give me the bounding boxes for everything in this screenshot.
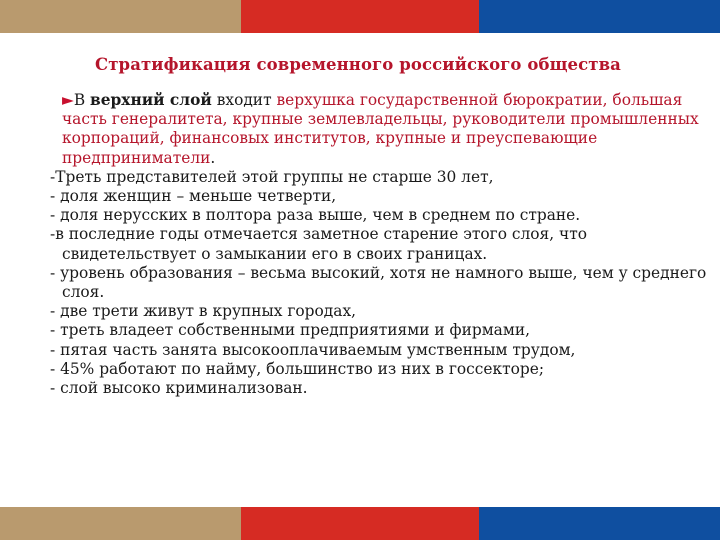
band-segment-red bbox=[241, 507, 479, 540]
band-segment-beige bbox=[0, 507, 241, 540]
band-segment-beige bbox=[0, 0, 241, 33]
intro-end: . bbox=[210, 148, 216, 167]
band-segment-blue bbox=[479, 507, 720, 540]
list-item-text: треть владеет собственными предприятиями и фирмами, bbox=[60, 321, 530, 340]
dash-marker: - bbox=[50, 379, 61, 398]
list-item bbox=[50, 321, 710, 340]
intro-highlight: верхушка государственной бюрократии, большая часть генералитета, крупные землевладельцы, руководители промышленных корпораций, финансовых институтов, крупные и преуспевающие предприниматели bbox=[62, 91, 699, 167]
bullet-list bbox=[50, 168, 710, 398]
list-item bbox=[50, 187, 710, 206]
list-item-text: 45% работают по найму, большинство из них в госсекторе; bbox=[60, 359, 545, 378]
top-color-band bbox=[0, 0, 720, 33]
list-item bbox=[50, 379, 710, 398]
dash-marker: - bbox=[50, 340, 61, 359]
list-item-text: пятая часть занята высокооплачиваемым умственным трудом, bbox=[60, 340, 576, 359]
list-item bbox=[50, 360, 710, 379]
intro-paragraph bbox=[50, 91, 710, 168]
dash-marker: - bbox=[50, 263, 61, 282]
triangle-bullet-icon: ► bbox=[62, 91, 74, 109]
bottom-color-band bbox=[0, 507, 720, 540]
list-item bbox=[50, 206, 710, 225]
list-item bbox=[50, 168, 710, 187]
list-item-text: уровень образования – весьма высокий, хотя не намного выше, чем у среднего слоя. bbox=[60, 263, 707, 302]
intro-verb: входит bbox=[211, 91, 277, 109]
dash-marker: - bbox=[50, 225, 56, 244]
list-item-text: две трети живут в крупных городах, bbox=[60, 302, 357, 321]
band-segment-blue bbox=[479, 0, 720, 33]
dash-marker: - bbox=[50, 187, 61, 206]
dash-marker: - bbox=[50, 359, 61, 378]
list-item bbox=[50, 341, 710, 360]
intro-term: верхний слой bbox=[90, 91, 212, 109]
list-item-text: доля нерусских в полтора раза выше, чем в среднем по стране. bbox=[60, 206, 581, 225]
list-item bbox=[50, 225, 710, 263]
dash-marker: - bbox=[50, 321, 61, 340]
list-item bbox=[50, 302, 710, 321]
list-item-text: в последние годы отмечается заметное старение этого слоя, что свидетельствует о замыкании его в своих границах. bbox=[55, 225, 587, 263]
band-segment-red bbox=[241, 0, 479, 33]
list-item-text: слой высоко криминализован. bbox=[60, 379, 308, 398]
list-item bbox=[50, 264, 710, 302]
dash-marker: - bbox=[50, 206, 61, 225]
list-item-text: доля женщин – меньше четверти, bbox=[60, 187, 337, 206]
slide-body bbox=[50, 91, 710, 398]
intro-prefix: В bbox=[73, 91, 91, 109]
dash-marker: - bbox=[50, 167, 56, 186]
list-item-text: Треть представителей этой группы не старше 30 лет, bbox=[55, 167, 494, 186]
slide-title: Стратификация современного российского общества bbox=[95, 55, 621, 74]
dash-marker: - bbox=[50, 302, 61, 321]
